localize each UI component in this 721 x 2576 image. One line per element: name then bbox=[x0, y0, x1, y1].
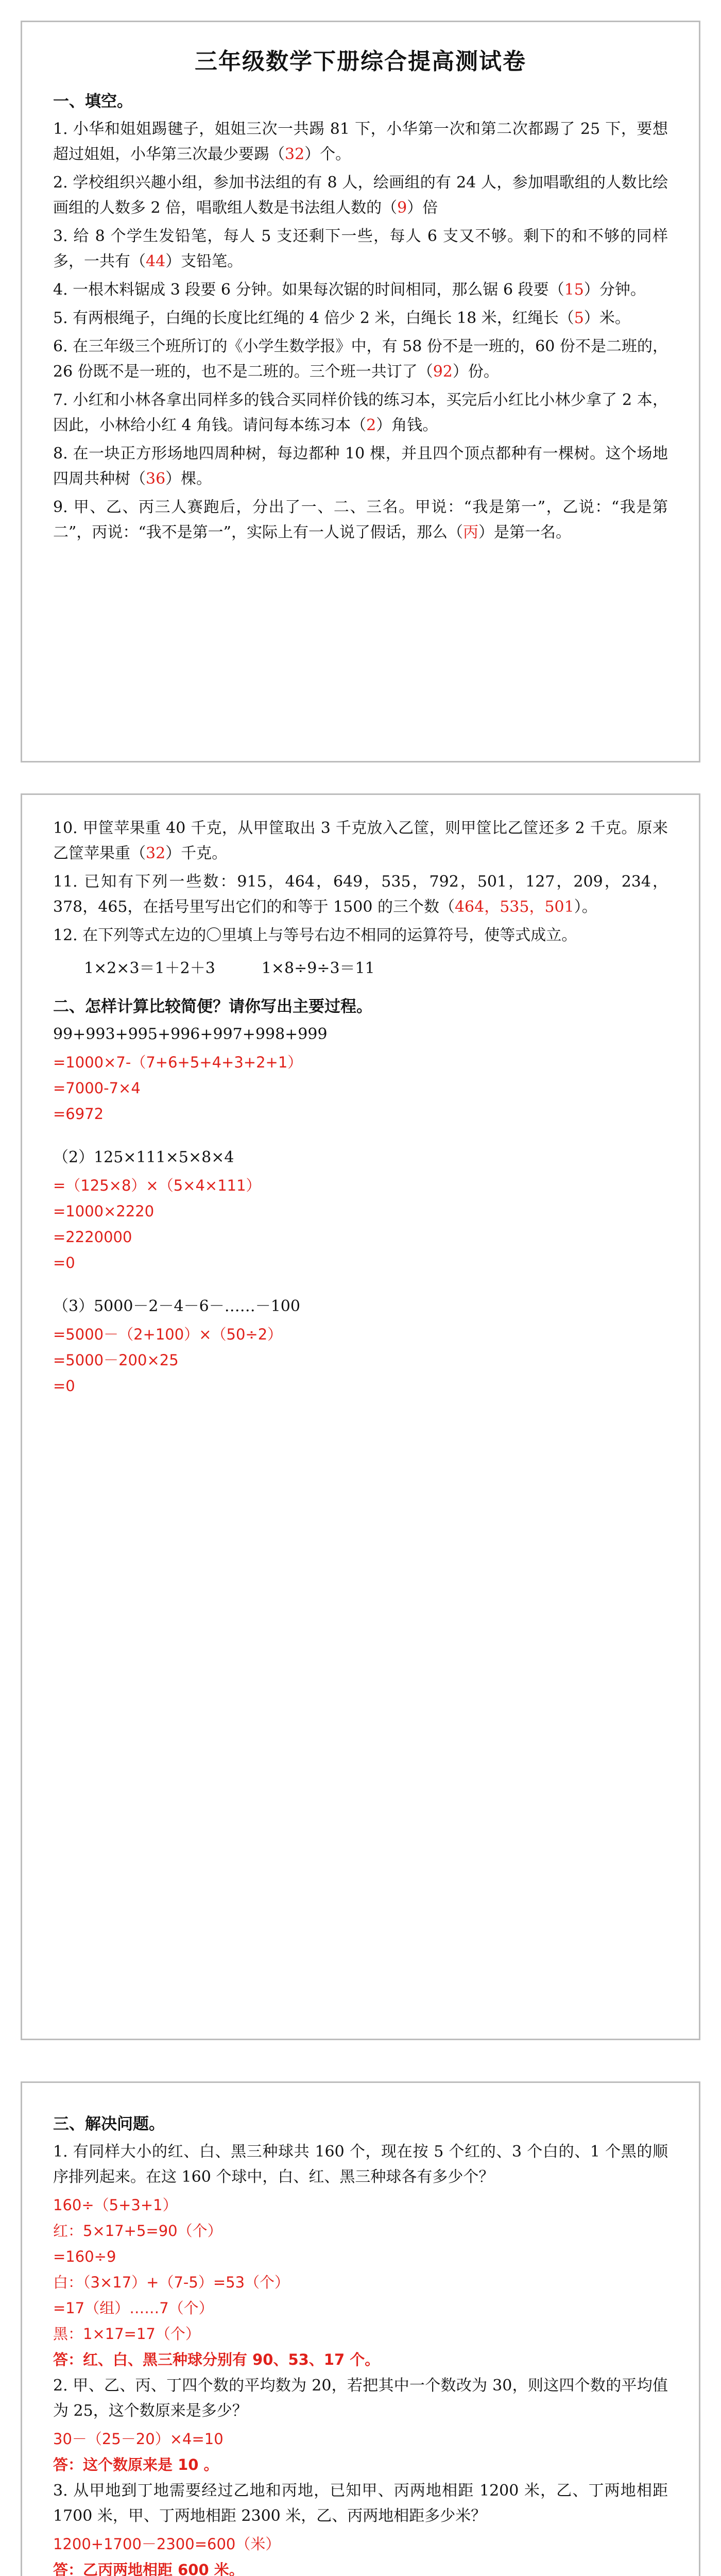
problem-2-step: 30－（25－20）×4=10 bbox=[53, 2430, 224, 2448]
calculation-panel bbox=[21, 793, 700, 2040]
problem-1: 1. 有同样大小的红、白、黑三种球共 160 个，现在按 5 个红的、3 个白的、1 个黑的顺序排列起来。在这 160 个球中，白、红、黑三种球各有多少个？ bbox=[53, 2143, 668, 2186]
problem-1-step: 黑：1×17=17（个） bbox=[53, 2325, 200, 2343]
calc-3-step: =0 bbox=[53, 1377, 75, 1395]
answer-10: 32 bbox=[146, 844, 166, 862]
problem-1-step: =17（组）……7（个） bbox=[53, 2299, 214, 2317]
question-11: 11. 已知有下列一些数：915，464，649，535，792，501，127，209，234，378，465，在括号里写出它们的和等于 1500 的三个数（464，535，501）。 bbox=[53, 873, 668, 916]
problem-1-answer: 答：红、白、黑三种球分别有 90、53、17 个。 bbox=[53, 2351, 380, 2368]
page-title: 三年级数学下册综合提高测试卷 bbox=[195, 48, 526, 75]
answer-4: 15 bbox=[564, 281, 584, 299]
answer-11: 464，535，501 bbox=[454, 898, 574, 916]
calc-2-step: =（125×8）×（5×4×111） bbox=[53, 1177, 261, 1194]
answer-3: 44 bbox=[146, 252, 166, 270]
question-3: 3. 给 8 个学生发铅笔，每人 5 支还剩下一些，每人 6 支又不够。剩下的和不够的同样多，一共有（44）支铅笔。 bbox=[53, 227, 668, 270]
section-heading-fill: 一、填空。 bbox=[53, 92, 133, 111]
question-12: 12. 在下列等式左边的〇里填上与等号右边不相同的运算符号，使等式成立。 bbox=[53, 926, 577, 944]
question-6: 6. 在三年级三个班所订的《小学生数学报》中，有 58 份不是一班的，60 份不是二班的，26 份既不是一班的，也不是二班的。三个班一共订了（92）份。 bbox=[53, 337, 668, 381]
section-heading-simple-calc: 二、怎样计算比较简便？请你写出主要过程。 bbox=[53, 997, 372, 1016]
calc-1-expression: 99+993+995+996+997+998+999 bbox=[53, 1025, 328, 1043]
question-7: 7. 小红和小林各拿出同样多的钱合买同样价钱的练习本，买完后小红比小林少拿了 2 本，因此，小林给小红 4 角钱。请问每本练习本（2）角钱。 bbox=[53, 391, 668, 434]
question-9: 9. 甲、乙、丙三人赛跑后，分出了一、二、三名。甲说：“我是第一”，乙说：“我是第二”，丙说：“我不是第一”，实际上有一人说了假话，那么（丙）是第一名。 bbox=[53, 498, 668, 541]
question-2: 2. 学校组织兴趣小组，参加书法组的有 8 人，绘画组的有 24 人，参加唱歌组的人数比绘画组的人数多 2 倍，唱歌组人数是书法组人数的（9）倍 bbox=[53, 174, 668, 217]
answer-8: 36 bbox=[146, 470, 166, 488]
fill-in-panel bbox=[21, 21, 700, 762]
problem-1-step: 160÷（5+3+1） bbox=[53, 2196, 178, 2214]
problem-3-answer: 答：乙丙两地相距 600 米。 bbox=[53, 2561, 244, 2576]
calc-2-expression: （2）125×111×5×8×4 bbox=[53, 1148, 234, 1166]
problem-2: 2. 甲、乙、丙、丁四个数的平均数为 20，若把其中一个数改为 30，则这四个数的平均值为 25，这个数原来是多少？ bbox=[53, 2377, 668, 2420]
question-10: 10. 甲筐苹果重 40 千克，从甲筐取出 3 千克放入乙筐，则甲筐比乙筐还多 2 千克。原来乙筐苹果重（32）千克。 bbox=[53, 819, 668, 862]
calc-3-step: =5000－200×25 bbox=[53, 1351, 179, 1369]
equation-line-12: 1×2×3＝1＋2＋3 1×8÷9÷3＝11 bbox=[84, 959, 375, 977]
problem-1-step: 白：（3×17）+（7-5）=53（个） bbox=[53, 2274, 290, 2291]
problem-3-step: 1200+1700－2300=600（米） bbox=[53, 2535, 281, 2553]
answer-9: 丙 bbox=[463, 523, 479, 541]
section-heading-problems: 三、解决问题。 bbox=[53, 2115, 165, 2133]
calc-3-step: =5000－（2+100）×（50÷2） bbox=[53, 1326, 283, 1343]
question-5: 5. 有两根绳子，白绳的长度比红绳的 4 倍少 2 米，白绳长 18 米，红绳长（5）米。 bbox=[53, 309, 630, 327]
calc-1-step: =1000×7-（7+6+5+4+3+2+1） bbox=[53, 1054, 303, 1071]
calc-1-step: =7000-7×4 bbox=[53, 1079, 141, 1097]
calc-2-step: =1000×2220 bbox=[53, 1202, 154, 1220]
answer-1: 32 bbox=[285, 145, 305, 163]
calc-2-step: =2220000 bbox=[53, 1228, 132, 1246]
problem-1-step: 红：5×17+5=90（个） bbox=[53, 2222, 222, 2240]
answer-6: 92 bbox=[433, 363, 453, 381]
answer-7: 2 bbox=[366, 416, 376, 434]
question-8: 8. 在一块正方形场地四周种树，每边都种 10 棵，并且四个顶点都种有一棵树。这个场地四周共种树（36）棵。 bbox=[53, 445, 668, 488]
problem-solving-panel bbox=[21, 2081, 700, 2576]
calc-3-expression: （3）5000－2－4－6－……－100 bbox=[53, 1297, 300, 1315]
calc-1-step: =6972 bbox=[53, 1105, 104, 1123]
calc-2-step: =0 bbox=[53, 1254, 75, 1272]
answer-5: 5 bbox=[574, 309, 584, 327]
question-4: 4. 一根木料锯成 3 段要 6 分钟。如果每次锯的时间相同，那么锯 6 段要（15）分钟。 bbox=[53, 281, 646, 299]
problem-2-answer: 答：这个数原来是 10 。 bbox=[53, 2456, 219, 2473]
answer-2: 9 bbox=[397, 199, 407, 217]
problem-1-step: =160÷9 bbox=[53, 2248, 116, 2265]
problem-3: 3. 从甲地到丁地需要经过乙地和丙地，已知甲、丙两地相距 1200 米，乙、丁两地相距 1700 米，甲、丁两地相距 2300 米，乙、丙两地相距多少米？ bbox=[53, 2482, 668, 2525]
question-1: 1. 小华和姐姐踢毽子，姐姐三次一共踢 81 下，小华第一次和第二次都踢了 25 下，要想超过姐姐，小华第三次最少要踢（32）个。 bbox=[53, 120, 668, 163]
